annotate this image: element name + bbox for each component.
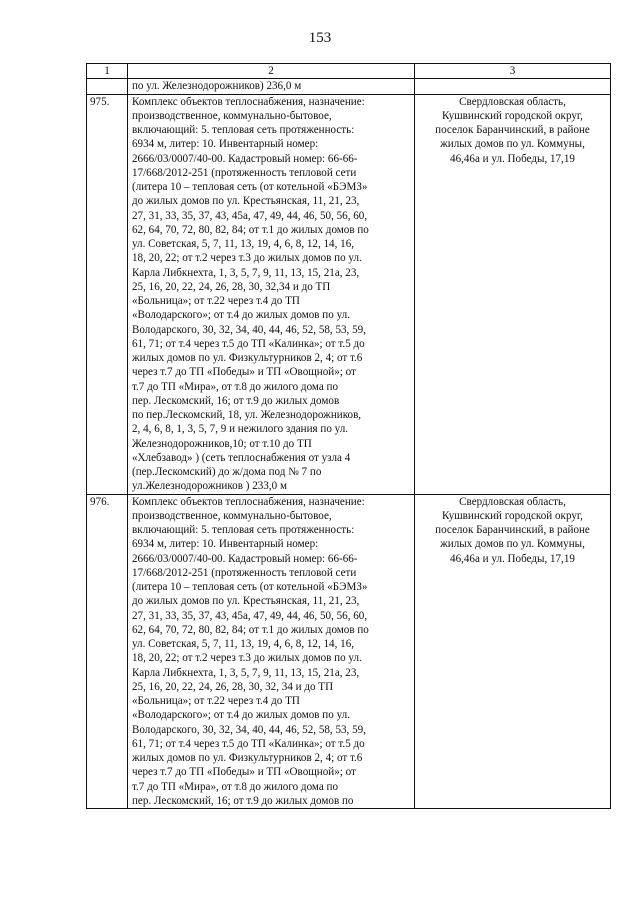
text-line: 18, 20, 22; от т.2 через т.3 до жилых домов по ул. <box>132 252 362 265</box>
entry-description <box>128 494 415 809</box>
text-line: 25, 16, 20, 22, 24, 26, 28, 30, 32,34 и до ТП <box>132 280 331 293</box>
text-line: Комплекс объектов теплоснабжения, назначение: <box>132 495 365 508</box>
text-line: «Больница»; от т.22 через т.4 до ТП <box>132 695 300 707</box>
text-line: пер. Лескомский, 16; от т.9 до жилых домов <box>132 394 340 407</box>
register-table <box>86 63 611 809</box>
text-line: Кушвинский городской округ, <box>442 109 583 122</box>
text-line: 46,46а и ул. Победы, 17,19 <box>450 552 575 565</box>
text-line: поселок Баранчинский, в районе <box>435 124 590 136</box>
text-line: ул.Железнодорожников ) 233,0 м <box>132 480 287 493</box>
entry-location <box>415 494 611 809</box>
text-line: Железнодорожников,10; от т.10 до ТП <box>132 437 312 450</box>
table-row-976 <box>87 494 611 809</box>
text-line: до жилых домов по ул. Крестьянская, 11, 21, 23, <box>132 595 360 608</box>
text-line: производственное, коммунально-бытовое, <box>132 509 332 522</box>
text-line: Свердловская область, <box>459 95 566 108</box>
text-line: ул. Советская, 5, 7, 11, 13, 19, 4, 6, 8, 12, 14, 16, <box>132 638 355 650</box>
text-line: «Володарского»; от т.4 до жилых домов по ул. <box>132 709 350 722</box>
text-line: 2666/03/0007/40-00. Кадастровый номер: 66-66- <box>132 152 358 165</box>
page-number: 153 <box>308 30 332 46</box>
description-lines <box>132 95 410 494</box>
text-line: пер. Лескомский, 16; от т.9 до жилых домов по <box>132 794 354 807</box>
text-line: через т.7 до ТП «Победы» и ТП «Овощной»; от <box>132 366 356 379</box>
entry-location <box>415 94 611 494</box>
text-line: ул. Советская, 5, 7, 11, 13, 19, 4, 6, 8, 12, 14, 16, <box>132 238 355 250</box>
text-line: до жилых домов по ул. Крестьянская, 11, 21, 23, <box>132 195 360 208</box>
text-line: т.7 до ТП «Мира», от т.8 до жилого дома по <box>132 780 339 793</box>
text-line: 61, 71; от т.4 через т.5 до ТП «Калинка»; от т.5 до <box>132 737 365 750</box>
text-line: Карла Либкнехта, 1, 3, 5, 7, 9, 11, 13, 15, 21а, 23, <box>132 666 360 679</box>
location-lines <box>419 495 606 566</box>
continuation-text: по ул. Железнодорожников) 236,0 м <box>128 79 415 94</box>
table-row-975 <box>87 94 611 494</box>
text-line: 27, 31, 33, 35, 37, 43, 45а, 47, 49, 44, 46, 50, 56, 60, <box>132 609 368 622</box>
text-line: (литера 10 – тепловая сеть (от котельной «БЭМЗ» <box>132 181 368 193</box>
continuation-row <box>87 79 611 94</box>
text-line: т.7 до ТП «Мира», от т.8 до жилого дома по <box>132 380 339 393</box>
text-line: 46,46а и ул. Победы, 17,19 <box>450 152 575 165</box>
text-line: 2, 4, 6, 8, 1, 3, 5, 7, 9 и нежилого здания по ул. <box>132 423 349 436</box>
continuation-location-cell <box>415 79 611 94</box>
text-line: 18, 20, 22; от т.2 через т.3 до жилых домов по ул. <box>132 652 362 665</box>
text-line: Комплекс объектов теплоснабжения, назначение: <box>132 95 365 108</box>
text-line: 61, 71; от т.4 через т.5 до ТП «Калинка»; от т.5 до <box>132 337 365 350</box>
text-line: Свердловская область, <box>459 495 566 508</box>
header-col-3: 3 <box>415 64 611 79</box>
entry-number: 975. <box>87 94 128 494</box>
text-line: 2666/03/0007/40-00. Кадастровый номер: 66-66- <box>132 552 358 565</box>
text-line: по пер.Лескомский, 18, ул. Железнодорожников, <box>132 409 362 421</box>
text-line: 27, 31, 33, 35, 37, 43, 45а, 47, 49, 44, 46, 50, 56, 60, <box>132 209 368 222</box>
text-line: 6934 м, литер: 10. Инвентарный номер: <box>132 538 319 551</box>
text-line: поселок Баранчинский, в районе <box>435 524 590 536</box>
text-line: 25, 16, 20, 22, 24, 26, 28, 30, 32, 34 и до ТП <box>132 680 334 693</box>
text-line: «Володарского»; от т.4 до жилых домов по ул. <box>132 309 350 322</box>
text-line: 62, 64, 70, 72, 80, 82, 84; от т.1 до жилых домов по <box>132 223 369 236</box>
text-line: Володарского, 30, 32, 34, 40, 44, 46, 52, 58, 53, 59, <box>132 323 366 336</box>
text-line: Кушвинский городской округ, <box>442 509 583 522</box>
text-line: включающий: 5. тепловая сеть протяженность: <box>132 524 355 536</box>
entry-number: 976. <box>87 494 128 809</box>
description-lines <box>132 495 410 809</box>
text-line: Карла Либкнехта, 1, 3, 5, 7, 9, 11, 13, 15, 21а, 23, <box>132 266 360 279</box>
text-line: жилых домов по ул. Физкультурников 2, 4; от т.6 <box>132 752 363 764</box>
text-line: 6934 м, литер: 10. Инвентарный номер: <box>132 138 319 151</box>
text-line: Володарского, 30, 32, 34, 40, 44, 46, 52, 58, 53, 59, <box>132 723 366 736</box>
header-col-1: 1 <box>87 64 128 79</box>
text-line: 17/668/2012-251 (протяженность тепловой сети <box>132 566 357 579</box>
text-line: «Хлебзавод» ) (сеть теплоснабжения от узла 4 <box>132 451 351 464</box>
text-line: жилых домов по ул. Коммуны, <box>440 538 585 551</box>
text-line: жилых домов по ул. Коммуны, <box>440 138 585 151</box>
text-line: (пер.Лескомский) до ж/дома под № 7 по <box>132 466 322 478</box>
location-lines <box>419 95 606 166</box>
text-line: жилых домов по ул. Физкультурников 2, 4; от т.6 <box>132 352 363 364</box>
text-line: «Больница»; от т.22 через т.4 до ТП <box>132 295 300 307</box>
text-line: 17/668/2012-251 (протяженность тепловой сети <box>132 166 357 179</box>
text-line: включающий: 5. тепловая сеть протяженность: <box>132 124 355 136</box>
text-line: (литера 10 – тепловая сеть (от котельной «БЭМЗ» <box>132 581 368 593</box>
entry-description <box>128 94 415 494</box>
continuation-number-cell <box>87 79 128 94</box>
text-line: через т.7 до ТП «Победы» и ТП «Овощной»; от <box>132 766 356 779</box>
text-line: производственное, коммунально-бытовое, <box>132 109 332 122</box>
table-header-row <box>87 64 611 79</box>
text-line: 62, 64, 70, 72, 80, 82, 84; от т.1 до жилых домов по <box>132 623 369 636</box>
header-col-2: 2 <box>128 64 415 79</box>
